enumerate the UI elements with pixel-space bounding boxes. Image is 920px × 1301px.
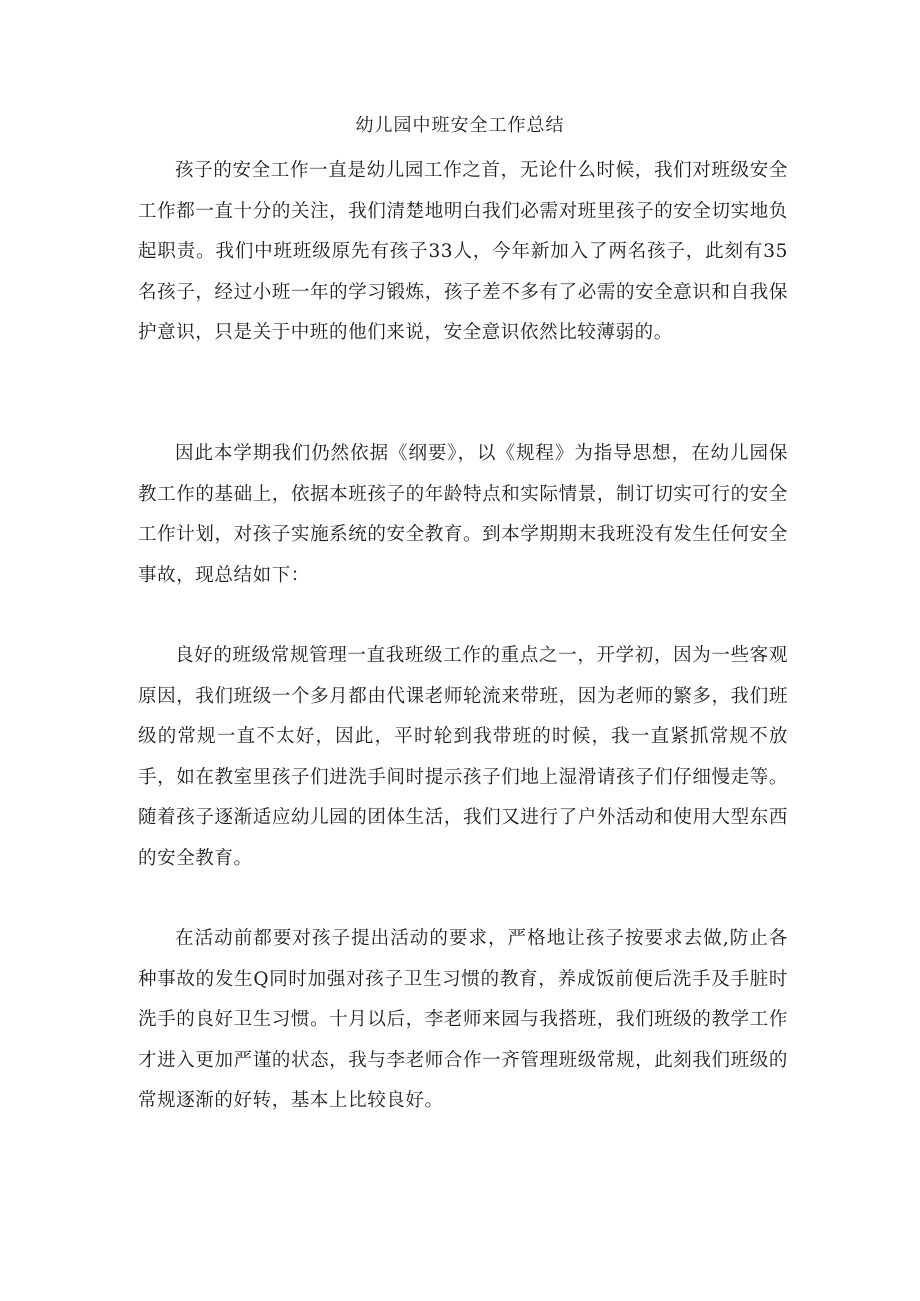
paragraph-2: 因此本学期我们仍然依据《纲要》，以《规程》为指导思想，在幼儿园保教工作的基础上，依据本班孩子的年龄特点和实际情景，制订切实可行的安全工作计划，对孩子实施系统的安全教育。到本学期期末我班没有发生任何安全事故，现总结如下： — [138, 443, 788, 586]
paragraph-4: 在活动前都要对孩子提出活动的要求，严格地让孩子按要求去做,防止各种事故的发生Q同时加强对孩子卫生习惯的教育，养成饭前便后洗手及手脏时洗手的良好卫生习惯。十月以后，李老师来园与我搭班，我们班级的教学工作才进入更加严谨的状态，我与李老师合作一齐管理班级常规，此刻我们班级的常规逐渐的好转，基本上比较良好。 — [138, 928, 788, 1111]
document-title: 幼儿园中班安全工作总结 — [355, 115, 565, 136]
paragraph-1: 孩子的安全工作一直是幼儿园工作之首，无论什么时候，我们对班级安全工作都一直十分的关注，我们清楚地明白我们必需对班里孩子的安全切实地负起职责。我们中班班级原先有孩子33人，今年新加入了两名孩子，此刻有35名孩子，经过小班一年的学习锻炼，孩子差不多有了必需的安全意识和自我保护意识，只是关于中班的他们来说，安全意识依然比较薄弱的。 — [138, 160, 788, 343]
paragraph-3: 良好的班级常规管理一直我班级工作的重点之一，开学初，因为一些客观原因，我们班级一个多月都由代课老师轮流来带班，因为老师的繁多，我们班级的常规一直不太好，因此，平时轮到我带班的时候，我一直紧抓常规不放手，如在教室里孩子们进洗手间时提示孩子们地上湿滑请孩子们仔细慢走等。随着孩子逐渐适应幼儿园的团体生活，我们又进行了户外活动和使用大型东西的安全教育。 — [138, 645, 788, 869]
